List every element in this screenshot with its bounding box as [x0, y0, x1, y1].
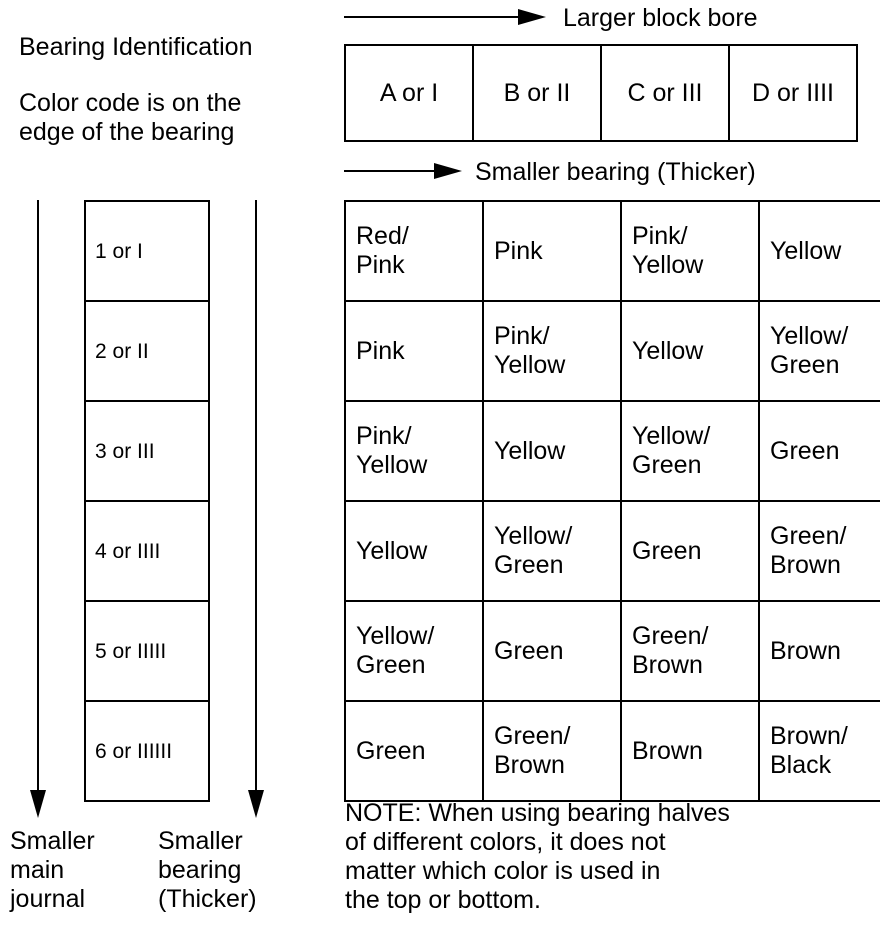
top-arrow-label: Larger block bore: [563, 4, 758, 32]
color-cell: Green/ Brown: [759, 501, 880, 601]
journal-grade-5: 5 or IIIII: [85, 601, 209, 701]
color-cell: Red/ Pink: [345, 201, 483, 301]
color-cell: Yellow/ Green: [483, 501, 621, 601]
smaller-bearing-horizontal-arrow: [344, 163, 462, 179]
larger-block-bore-arrow: [344, 9, 546, 25]
color-cell: Yellow/ Green: [621, 401, 759, 501]
color-cell: Green: [759, 401, 880, 501]
color-cell: Green: [621, 501, 759, 601]
journal-grade-1: 1 or I: [85, 201, 209, 301]
block-grade-b: B or II: [473, 45, 601, 141]
smaller-bearing-vertical-arrow: [248, 200, 264, 818]
page-title: Bearing Identification: [19, 33, 253, 61]
journal-grade-3: 3 or III: [85, 401, 209, 501]
center-arrow-label: Smaller bearing (Thicker): [158, 827, 257, 913]
color-cell: Yellow: [483, 401, 621, 501]
table-row: [345, 201, 880, 301]
block-grade-table: [344, 44, 858, 142]
color-cell: Yellow: [345, 501, 483, 601]
color-cell: Pink/ Yellow: [483, 301, 621, 401]
color-cell: Yellow/ Green: [759, 301, 880, 401]
block-grade-d: D or IIII: [729, 45, 857, 141]
color-cell: Brown/ Black: [759, 701, 880, 801]
color-cell: Pink/ Yellow: [621, 201, 759, 301]
table-row: [345, 401, 880, 501]
color-cell: Yellow: [621, 301, 759, 401]
color-cell: Green/ Brown: [483, 701, 621, 801]
color-cell: Pink/ Yellow: [345, 401, 483, 501]
color-cell: Green: [483, 601, 621, 701]
left-arrow-label: Smaller main journal: [10, 827, 95, 913]
journal-grade-4: 4 or IIII: [85, 501, 209, 601]
color-cell: Pink: [483, 201, 621, 301]
block-grade-c: C or III: [601, 45, 729, 141]
color-cell: Yellow: [759, 201, 880, 301]
color-cell: Pink: [345, 301, 483, 401]
journal-grade-table: [84, 200, 210, 802]
block-grade-row: [345, 45, 857, 141]
table-row: [345, 701, 880, 801]
table-row: [345, 501, 880, 601]
color-cell: Green/ Brown: [621, 601, 759, 701]
table-row: [345, 301, 880, 401]
color-cell: Brown: [621, 701, 759, 801]
journal-grade-2: 2 or II: [85, 301, 209, 401]
note-text: NOTE: When using bearing halves of different colors, it does not matter which color is used in the top or bottom.: [345, 799, 730, 914]
mid-arrow-label: Smaller bearing (Thicker): [475, 158, 756, 186]
color-cell: Brown: [759, 601, 880, 701]
journal-grade-6: 6 or IIIIII: [85, 701, 209, 801]
block-grade-a: A or I: [345, 45, 473, 141]
color-cell: Green: [345, 701, 483, 801]
color-cell: Yellow/ Green: [345, 601, 483, 701]
smaller-main-journal-arrow: [30, 200, 46, 818]
bearing-color-table: [344, 200, 880, 802]
table-row: [345, 601, 880, 701]
page-subtitle: Color code is on the edge of the bearing: [19, 89, 242, 146]
